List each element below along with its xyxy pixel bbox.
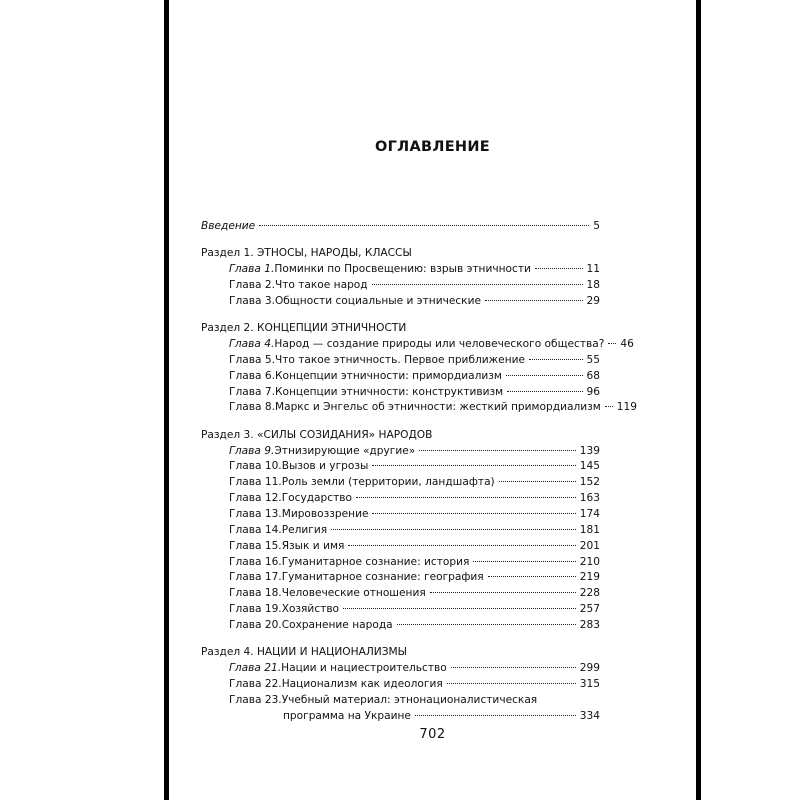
chapter-number: Глава 2. <box>229 279 275 292</box>
chapter-page: 68 <box>586 369 600 382</box>
chapter-page: 315 <box>579 677 600 690</box>
chapter-page: 11 <box>586 263 600 276</box>
chapter-title: Человеческие отношения <box>281 587 426 600</box>
dot-leader <box>507 391 582 392</box>
chapter-page: 46 <box>620 338 634 351</box>
chapter-number: Глава 14. <box>229 523 282 536</box>
dot-leader <box>447 683 576 684</box>
chapter-title: Роль земли (территории, ландшафта) <box>281 476 495 489</box>
section-spacer <box>201 235 600 247</box>
toc-entry-chapter[interactable] <box>201 491 600 507</box>
toc-entry-chapter[interactable] <box>201 337 634 353</box>
toc-entry-chapter[interactable] <box>201 586 600 602</box>
chapter-title: Что такое народ <box>274 279 368 292</box>
chapter-page: 181 <box>579 523 600 536</box>
chapter-number: Глава 12. <box>229 492 282 505</box>
chapter-number: Глава 10. <box>229 460 282 473</box>
chapter-title: программа на Украине <box>283 709 411 722</box>
chapter-title: Поминки по Просвещению: взрыв этничности <box>274 263 531 276</box>
toc-entry-chapter[interactable] <box>201 294 600 310</box>
dot-leader <box>430 592 576 593</box>
dot-leader <box>506 375 583 376</box>
chapter-number: Глава 15. <box>229 539 282 552</box>
toc-entry-chapter[interactable] <box>201 262 600 278</box>
page-number: 702 <box>419 727 446 742</box>
chapter-page: 145 <box>579 460 600 473</box>
toc-entry-chapter[interactable] <box>201 618 600 634</box>
dot-leader <box>356 497 576 498</box>
chapter-number: Глава 11. <box>229 476 282 489</box>
chapter-page: 257 <box>579 603 600 616</box>
chapter-title: Этнизирующие «другие» <box>274 444 416 457</box>
toc-entry-chapter[interactable] <box>201 555 600 571</box>
chapter-number: Глава 20. <box>229 618 282 631</box>
chapter-page: 119 <box>616 401 637 414</box>
section-heading[interactable]: Раздел 4. НАЦИИ И НАЦИОНАЛИЗМЫ <box>201 646 407 659</box>
section-heading[interactable]: Раздел 1. ЭТНОСЫ, НАРОДЫ, КЛАССЫ <box>201 247 412 260</box>
chapter-page: 174 <box>579 508 600 520</box>
chapter-number: Глава 5. <box>229 353 275 366</box>
chapter-title: Язык и имя <box>281 539 345 552</box>
chapter-number: Глава 1. <box>229 263 275 276</box>
dot-leader <box>529 359 582 360</box>
chapter-page: 201 <box>579 539 600 552</box>
chapter-title: Хозяйство <box>281 603 340 616</box>
dot-leader <box>473 561 575 562</box>
chapter-page: 152 <box>579 476 600 489</box>
chapter-page: 283 <box>579 618 600 631</box>
chapter-title: Гуманитарное сознание: география <box>281 571 484 584</box>
toc-entry-chapter[interactable] <box>201 444 600 460</box>
section-spacer <box>201 634 600 646</box>
toc-entry-page: 5 <box>593 220 600 232</box>
chapter-page: 139 <box>579 444 600 457</box>
toc-entry-chapter[interactable] <box>201 278 600 294</box>
chapter-title: Религия <box>281 523 328 536</box>
page-title: ОГЛАВЛЕНИЕ <box>374 139 490 155</box>
dot-leader <box>331 529 576 530</box>
toc-entry-intro[interactable] <box>201 219 600 235</box>
dot-leader <box>348 545 575 546</box>
toc-entry-chapter[interactable] <box>201 709 600 725</box>
chapter-title: Что такое этничность. Первое приближение <box>274 353 526 366</box>
chapter-number: Глава 7. <box>229 385 275 398</box>
chapter-title: Народ — создание природы или человеческого общества? <box>274 338 605 351</box>
chapter-title: Мировоззрение <box>281 508 369 520</box>
chapter-title: Гуманитарное сознание: история <box>281 555 470 568</box>
dot-leader <box>343 608 576 609</box>
dot-leader <box>372 513 575 514</box>
chapter-number: Глава 22. <box>229 677 282 690</box>
toc-entry-chapter[interactable] <box>201 677 600 693</box>
section-spacer <box>201 416 600 428</box>
dot-leader <box>605 406 613 407</box>
chapter-page: 18 <box>586 279 600 292</box>
chapter-number: Глава 9. <box>229 444 275 457</box>
chapter-number: Глава 16. <box>229 555 282 568</box>
dot-leader <box>419 450 576 451</box>
section-heading[interactable]: Раздел 3. «СИЛЫ СОЗИДАНИЯ» НАРОДОВ <box>201 428 433 441</box>
dot-leader <box>499 481 576 482</box>
chapter-title: Национализм как идеология <box>281 677 443 690</box>
chapter-title: Общности социальные и этнические <box>274 294 481 307</box>
dot-leader <box>415 715 576 716</box>
chapter-number: Глава 21. <box>229 662 282 675</box>
chapter-title: Учебный материал: этнонационалистическая <box>281 693 538 706</box>
toc-entry-chapter[interactable] <box>201 661 600 677</box>
chapter-number: Глава 6. <box>229 369 275 382</box>
section-spacer <box>201 310 600 322</box>
chapter-number: Глава 19. <box>229 603 282 616</box>
chapter-page: 163 <box>579 492 600 505</box>
toc-entry-chapter[interactable] <box>201 400 637 416</box>
table-of-contents <box>201 219 637 724</box>
chapter-title: Маркс и Энгельс об этничности: жесткий примордиализм <box>274 401 601 414</box>
toc-entry-chapter[interactable] <box>201 459 600 475</box>
dot-leader <box>451 667 576 668</box>
chapter-number: Глава 3. <box>229 294 275 307</box>
chapter-number: Глава 18. <box>229 587 282 600</box>
toc-entry-chapter[interactable] <box>201 353 600 369</box>
toc-entry-chapter[interactable] <box>201 539 600 555</box>
chapter-page: 299 <box>579 662 600 675</box>
chapter-page: 334 <box>579 709 600 722</box>
toc-entry-chapter[interactable] <box>201 602 600 618</box>
chapter-page: 96 <box>586 385 600 398</box>
chapter-page: 29 <box>586 294 600 307</box>
chapter-number: Глава 23. <box>229 693 282 706</box>
dot-leader <box>488 576 576 577</box>
chapter-title: Сохранение народа <box>281 618 393 631</box>
toc-entry-chapter[interactable] <box>201 507 600 523</box>
toc-entry-chapter[interactable] <box>201 570 600 586</box>
chapter-number: Глава 17. <box>229 571 282 584</box>
chapter-number: Глава 8. <box>229 401 275 414</box>
chapter-number: Глава 4. <box>229 338 275 351</box>
chapter-title: Концепции этничности: примордиализм <box>274 369 502 382</box>
dot-leader <box>485 300 583 301</box>
dot-leader <box>535 268 583 269</box>
toc-entry-chapter[interactable] <box>201 475 600 491</box>
dot-leader <box>372 284 583 285</box>
toc-entry-text: Введение <box>201 220 256 232</box>
left-black-border <box>164 0 169 800</box>
toc-entry-chapter[interactable] <box>201 385 600 401</box>
chapter-title: Нации и нациестроительство <box>281 662 447 675</box>
dot-leader <box>372 465 575 466</box>
dot-leader <box>259 225 589 226</box>
section-heading[interactable]: Раздел 2. КОНЦЕПЦИИ ЭТНИЧНОСТИ <box>201 322 407 335</box>
toc-entry-chapter[interactable] <box>201 523 600 539</box>
dot-leader <box>397 624 576 625</box>
chapter-title: Вызов и угрозы <box>281 460 369 473</box>
toc-entry-chapter[interactable] <box>201 369 600 385</box>
dot-leader <box>608 343 616 344</box>
chapter-page: 219 <box>579 571 600 584</box>
chapter-number: Глава 13. <box>229 508 282 520</box>
chapter-title: Государство <box>281 492 352 505</box>
chapter-page: 55 <box>586 353 600 366</box>
chapter-page: 228 <box>579 587 600 600</box>
chapter-title: Концепции этничности: конструктивизм <box>274 385 504 398</box>
chapter-page: 210 <box>579 555 600 568</box>
right-black-border <box>696 0 701 800</box>
toc-entry-chapter[interactable] <box>201 693 600 709</box>
